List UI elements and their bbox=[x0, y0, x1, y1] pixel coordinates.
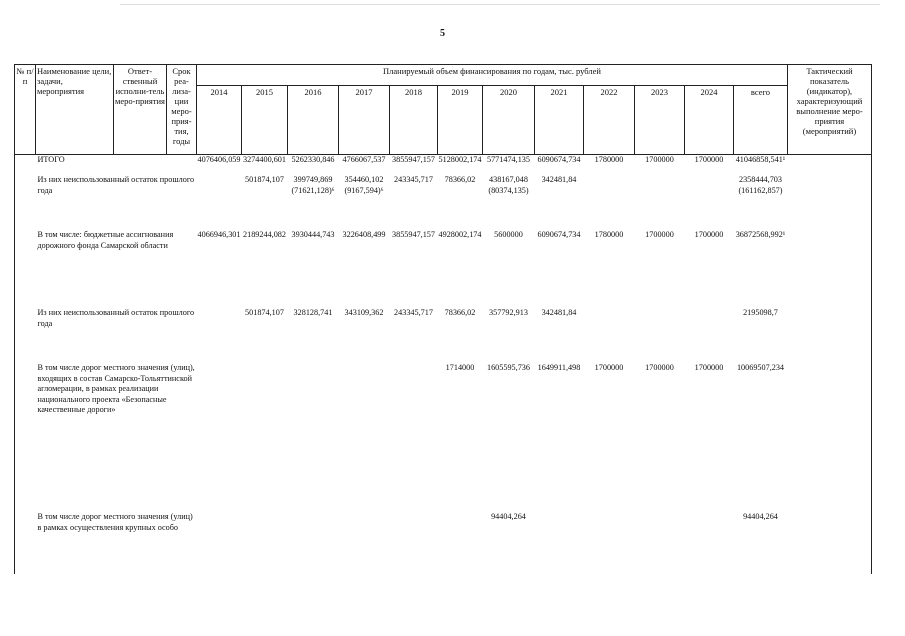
year-value-cell bbox=[684, 230, 733, 308]
year-value-cell bbox=[390, 512, 438, 574]
year-value-cell bbox=[197, 155, 242, 176]
value: 3226408,499 bbox=[342, 230, 386, 239]
year-header: 2021 bbox=[534, 86, 583, 155]
total-cell bbox=[733, 155, 787, 176]
value: 4076406,059 bbox=[197, 155, 241, 164]
value: 78366,02 bbox=[444, 308, 476, 317]
year-value-cell bbox=[288, 363, 339, 512]
value: 4766067,537 bbox=[342, 155, 386, 164]
value: 243345,717 bbox=[394, 308, 433, 317]
row-number-cell bbox=[15, 175, 36, 230]
total-cell bbox=[733, 363, 787, 512]
year-header: 2014 bbox=[197, 86, 242, 155]
year-value-cell bbox=[634, 308, 684, 363]
table-row bbox=[15, 230, 872, 308]
year-value-cell bbox=[242, 175, 288, 230]
year-value-cell bbox=[197, 363, 242, 512]
year-header: 2023 bbox=[634, 86, 684, 155]
row-name: ИТОГО bbox=[37, 155, 65, 164]
year-header: 2024 bbox=[684, 86, 733, 155]
value: 3855947,157 bbox=[392, 155, 435, 164]
value: 6090674,734 bbox=[537, 155, 581, 164]
row-number-cell bbox=[15, 308, 36, 363]
scan-artifact-top bbox=[120, 4, 880, 5]
indicator-cell bbox=[787, 230, 871, 308]
value: 438167,048 bbox=[489, 175, 528, 184]
year-value-cell bbox=[339, 175, 390, 230]
year-value-cell bbox=[288, 175, 339, 230]
year-value-cell bbox=[288, 308, 339, 363]
year-value-cell bbox=[684, 155, 733, 176]
row-name: Из них неиспользованный остаток прошлого года bbox=[37, 175, 195, 195]
financing-table bbox=[14, 64, 872, 574]
value: 2195098,7 bbox=[743, 308, 778, 317]
table-row bbox=[15, 512, 872, 574]
year-value-cell bbox=[534, 175, 583, 230]
year-value-cell bbox=[390, 363, 438, 512]
year-value-cell bbox=[288, 155, 339, 176]
value: 41046858,541¹ bbox=[735, 155, 786, 164]
year-value-cell bbox=[242, 308, 288, 363]
year-header: 2018 bbox=[390, 86, 438, 155]
table-row bbox=[15, 175, 872, 230]
value: 3274400,601 bbox=[243, 155, 286, 164]
year-value-cell bbox=[634, 155, 684, 176]
value: 1700000 bbox=[645, 230, 674, 239]
year-value-cell bbox=[482, 230, 534, 308]
year-value-cell bbox=[583, 308, 634, 363]
value: 36872568,992¹ bbox=[735, 230, 786, 239]
value: 1780000 bbox=[594, 230, 624, 239]
value: 1700000 bbox=[694, 230, 724, 239]
header-executor: Ответ-ственный исполни-тель меро-приятия bbox=[114, 65, 167, 155]
table-row bbox=[15, 363, 872, 512]
value: 342481,84 bbox=[541, 175, 577, 184]
year-value-cell bbox=[482, 363, 534, 512]
value: 5262330,846 bbox=[291, 155, 335, 164]
year-value-cell bbox=[534, 230, 583, 308]
value: 3855947,157 bbox=[392, 230, 435, 239]
year-value-cell bbox=[534, 308, 583, 363]
year-value-cell bbox=[390, 308, 438, 363]
value: 10069507,234 bbox=[736, 363, 785, 372]
year-value-cell bbox=[583, 175, 634, 230]
year-value-cell bbox=[482, 308, 534, 363]
value: 1649911,498 bbox=[537, 363, 581, 372]
value: 4928002,174 bbox=[438, 230, 482, 239]
value: 5128002,174 bbox=[438, 155, 482, 164]
year-value-cell bbox=[390, 155, 438, 176]
row-name: В том числе дорог местного значения (улиц), входящих в состав Самарско-Тольяттинской агломерации, в рамках реализации национального проекта «Безопасные качественные дороги» bbox=[37, 363, 195, 414]
year-value-cell bbox=[684, 308, 733, 363]
value: 2189244,082 bbox=[243, 230, 286, 239]
value: 1780000 bbox=[594, 155, 624, 164]
unused-balance-value: (71621,128)⁶ bbox=[291, 185, 335, 195]
year-value-cell bbox=[634, 175, 684, 230]
year-value-cell bbox=[634, 363, 684, 512]
value: 2358444,703 bbox=[738, 175, 782, 184]
year-value-cell bbox=[197, 512, 242, 574]
year-value-cell bbox=[242, 512, 288, 574]
year-value-cell bbox=[634, 230, 684, 308]
year-value-cell bbox=[242, 155, 288, 176]
value: 243345,717 bbox=[394, 175, 433, 184]
year-value-cell bbox=[390, 175, 438, 230]
year-value-cell bbox=[583, 230, 634, 308]
year-value-cell bbox=[634, 512, 684, 574]
value: 94404,264 bbox=[491, 512, 526, 521]
header-num: № п/п bbox=[15, 65, 36, 155]
year-value-cell bbox=[339, 512, 390, 574]
year-value-cell bbox=[339, 363, 390, 512]
value: 78366,02 bbox=[444, 175, 476, 184]
year-value-cell bbox=[534, 155, 583, 176]
table-row bbox=[15, 155, 872, 176]
year-value-cell bbox=[390, 230, 438, 308]
year-value-cell bbox=[438, 363, 483, 512]
value: 94404,264 bbox=[743, 512, 778, 521]
indicator-cell bbox=[787, 512, 871, 574]
row-number-cell bbox=[15, 230, 36, 308]
year-header: 2015 bbox=[242, 86, 288, 155]
value: 1714000 bbox=[445, 363, 475, 372]
year-value-cell bbox=[438, 175, 483, 230]
row-name: Из них неиспользованный остаток прошлого года bbox=[37, 308, 195, 328]
year-value-cell bbox=[197, 230, 242, 308]
year-value-cell bbox=[438, 308, 483, 363]
total-cell bbox=[733, 175, 787, 230]
year-header: 2019 bbox=[438, 86, 483, 155]
header-row-1 bbox=[15, 65, 872, 86]
year-value-cell bbox=[288, 230, 339, 308]
year-value-cell bbox=[534, 512, 583, 574]
unused-balance-value: (9167,594)⁶ bbox=[344, 185, 384, 195]
year-value-cell bbox=[339, 308, 390, 363]
year-value-cell bbox=[583, 155, 634, 176]
year-value-cell bbox=[684, 363, 733, 512]
year-value-cell bbox=[684, 512, 733, 574]
year-header: 2016 bbox=[288, 86, 339, 155]
year-value-cell bbox=[534, 363, 583, 512]
year-value-cell bbox=[197, 175, 242, 230]
value: 5771474,135 bbox=[486, 155, 530, 164]
year-value-cell bbox=[242, 230, 288, 308]
value: 6090674,734 bbox=[537, 230, 581, 239]
value: 501874,107 bbox=[245, 308, 284, 317]
value: 5600000 bbox=[494, 230, 523, 239]
year-value-cell bbox=[197, 308, 242, 363]
total-cell bbox=[733, 308, 787, 363]
indicator-cell bbox=[787, 175, 871, 230]
table-row bbox=[15, 308, 872, 363]
value: 3930444,743 bbox=[291, 230, 335, 239]
total-cell bbox=[733, 230, 787, 308]
year-header-total: всего bbox=[733, 86, 787, 155]
year-value-cell bbox=[438, 230, 483, 308]
value: 343109,362 bbox=[344, 308, 384, 317]
year-value-cell bbox=[339, 230, 390, 308]
year-header: 2017 bbox=[339, 86, 390, 155]
row-number-cell bbox=[15, 512, 36, 574]
row-name: В том числе дорог местного значения (улиц) в рамках осуществления крупных особо bbox=[37, 512, 193, 532]
indicator-cell bbox=[787, 308, 871, 363]
page-number: 5 bbox=[440, 28, 445, 39]
value: 328128,741 bbox=[293, 308, 333, 317]
year-value-cell bbox=[684, 175, 733, 230]
row-number-cell bbox=[15, 155, 36, 176]
header-indicator: Тактический показатель (индикатор), характеризующий выполнение меро-приятия (мероприятий) bbox=[787, 65, 871, 155]
value: 357792,913 bbox=[489, 308, 528, 317]
value: 1605595,736 bbox=[486, 363, 530, 372]
year-header: 2020 bbox=[482, 86, 534, 155]
value: 1700000 bbox=[694, 155, 724, 164]
header-term: Срок реа-лиза-ции меро-прия-тия, годы bbox=[167, 65, 197, 155]
header-name: Наименование цели, задачи, мероприятия bbox=[36, 65, 114, 155]
value: 1700000 bbox=[694, 363, 724, 372]
year-value-cell bbox=[438, 512, 483, 574]
year-value-cell bbox=[583, 363, 634, 512]
value: 1700000 bbox=[645, 363, 674, 372]
year-value-cell bbox=[438, 155, 483, 176]
header-planned-financing: Планируемый объем финансирования по годам, тыс. рублей bbox=[197, 65, 788, 86]
indicator-cell bbox=[787, 155, 871, 176]
unused-balance-value: (80374,135) bbox=[488, 185, 529, 195]
year-value-cell bbox=[482, 175, 534, 230]
value: 342481,84 bbox=[541, 308, 577, 317]
value: 399749,869 bbox=[293, 175, 333, 184]
year-header: 2022 bbox=[583, 86, 634, 155]
total-cell bbox=[733, 512, 787, 574]
year-value-cell bbox=[482, 512, 534, 574]
row-number-cell bbox=[15, 363, 36, 512]
year-value-cell bbox=[583, 512, 634, 574]
year-value-cell bbox=[242, 363, 288, 512]
unused-balance-value: (161162,857) bbox=[738, 185, 783, 195]
row-name: В том числе: бюджетные ассигнования дорожного фонда Самарской области bbox=[37, 230, 174, 250]
indicator-cell bbox=[787, 363, 871, 512]
year-value-cell bbox=[339, 155, 390, 176]
value: 1700000 bbox=[594, 363, 624, 372]
value: 4066946,301 bbox=[197, 230, 241, 239]
value: 354460,102 bbox=[344, 175, 384, 184]
value: 501874,107 bbox=[245, 175, 284, 184]
year-value-cell bbox=[482, 155, 534, 176]
year-value-cell bbox=[288, 512, 339, 574]
value: 1700000 bbox=[645, 155, 674, 164]
